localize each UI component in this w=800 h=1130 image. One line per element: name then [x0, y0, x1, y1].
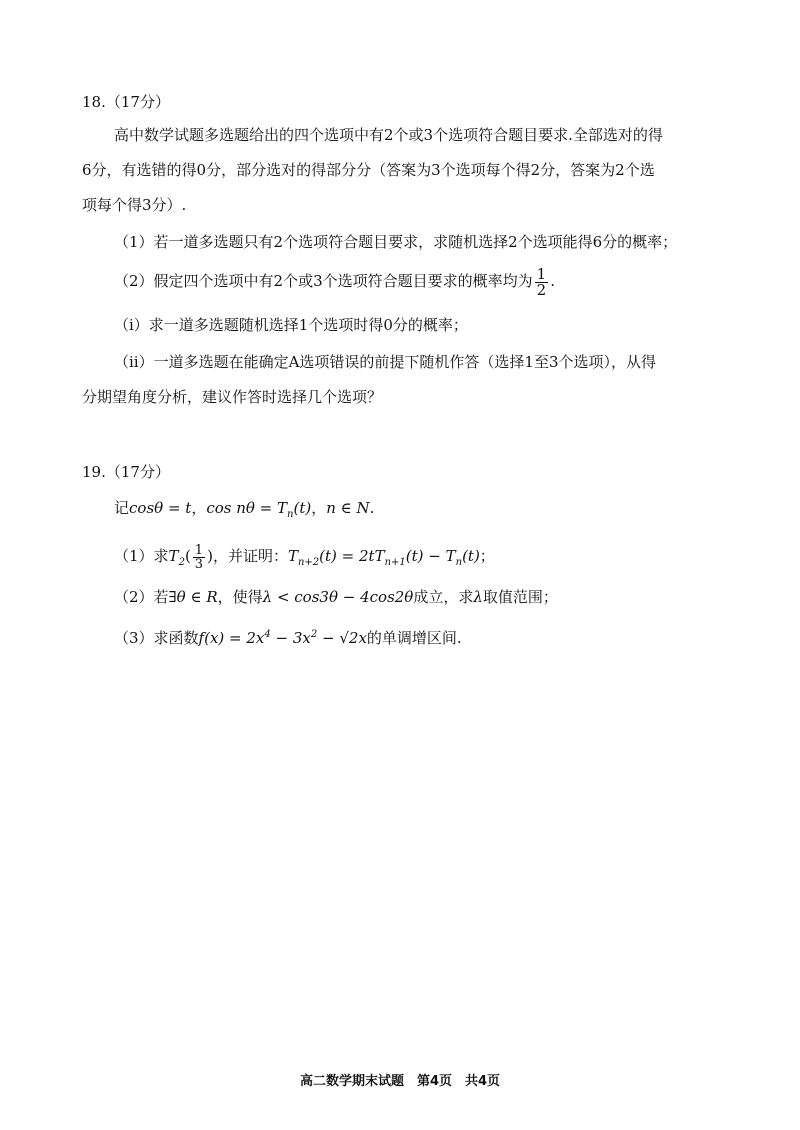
- q18-subquestion-ii-line-1: （ⅱ）一道多选题在能确定A选项错误的前提下随机作答（选择1至3个选项），从得: [114, 353, 657, 371]
- eq-text: (t) = 2tT: [319, 547, 385, 565]
- q19-s3-label: （3）求函数: [114, 629, 199, 647]
- q19-subquestion-1: （1）求$T_2$( $\frac{1}{3}$ )，并证明：$T_{n+2}(t) = 2tT_{n+1}(t) - T_n(t)$；: [114, 542, 495, 572]
- eq-text: T: [287, 547, 298, 565]
- q19-s1-fraction: [193, 544, 205, 571]
- q19-s1-T2: [168, 547, 185, 568]
- q18-paragraph-line-2: 6分，有选错的得0分，部分选对的得部分分（答案为3个选项每个得2分，答案为2个选: [82, 161, 655, 179]
- fraction-numerator: 1: [194, 542, 204, 558]
- q19-s1-label: （1）求: [114, 547, 169, 565]
- q19-s2-end: 取值范围；: [482, 588, 558, 606]
- q18-subquestion-ii-line-2: 分期望角度分析，建议作答时选择几个选项？: [82, 388, 383, 406]
- eq-subscript: n: [287, 509, 294, 520]
- q18-s2-text: （2）假定四个选项中有2个或3个选项符合题目要求的概率均为: [114, 272, 533, 290]
- q19-s1-text: ，并证明：: [212, 547, 288, 565]
- q18-s2-fraction: [535, 264, 549, 299]
- eq-subscript: 2: [178, 557, 185, 568]
- q18-subquestion-2: [114, 262, 555, 302]
- eq-text: f(x) = 2x: [198, 629, 265, 647]
- q19-s2-inequality: λ < cos3θ − 4cos2θ: [262, 588, 414, 606]
- eq-text: (t): [293, 499, 312, 517]
- eq-superscript: 4: [264, 629, 271, 640]
- q19-intro-eq-cos-ntheta: [206, 499, 312, 520]
- q19-intro: [114, 498, 374, 525]
- q19-intro-label: 记: [114, 499, 130, 517]
- eq-subscript: n: [455, 557, 463, 568]
- q19-intro-end: .: [369, 499, 375, 517]
- eq-text: (t) − T: [405, 547, 456, 565]
- q19-s1-end: ；: [479, 547, 495, 565]
- q19-intro-eq-cos-theta: cosθ = t: [129, 499, 192, 517]
- eq-superscript: 2: [310, 629, 318, 640]
- q19-subquestion-2: [114, 587, 558, 607]
- q19-header: 19.（17分）: [82, 463, 170, 481]
- q18-subquestion-1: （1）若一道多选题只有2个选项符合题目要求，求随机选择2个选项能得6分的概率；: [114, 233, 678, 251]
- q19-s1-recurrence: [287, 547, 480, 568]
- q19-subquestion-3: [114, 625, 462, 648]
- q19-s2-label: （2）若: [114, 588, 169, 606]
- eq-text: (t): [462, 547, 480, 565]
- q19-s3-function: [199, 629, 367, 647]
- q19-s2-exists-theta: ∃θ ∈ R: [168, 588, 218, 606]
- q19-s3-end: 的单调增区间.: [366, 629, 462, 647]
- q19-s2-lambda: λ: [473, 588, 483, 606]
- eq-subscript: n+1: [384, 557, 406, 568]
- fraction-numerator: 1: [536, 264, 547, 283]
- fraction-denominator: 2: [536, 280, 547, 299]
- eq-text: T: [168, 547, 179, 565]
- q19-intro-sep: ，: [191, 499, 207, 517]
- q19-s2-text: ，使得: [217, 588, 263, 606]
- q18-paragraph-line-1: 高中数学试题多选题给出的四个选项中有2个或3个选项符合题目要求.全部选对的得: [114, 126, 663, 144]
- fraction-denominator: 3: [194, 556, 204, 572]
- q19-s2-text: 成立，求: [413, 588, 474, 606]
- eq-text: − √2x: [317, 629, 367, 647]
- eq-text: cos nθ = T: [206, 499, 288, 517]
- q18-subquestion-i: （ⅰ）求一道多选题随机选择1个选项时得0分的概率；: [114, 316, 468, 334]
- q18-paragraph-line-3: 项每个得3分）.: [82, 196, 187, 214]
- q19-intro-eq-n-in-N: n ∈ N: [326, 499, 370, 517]
- page-footer: 高二数学期末试题 第4页 共4页: [299, 1074, 501, 1089]
- q18-header: 18.（17分）: [82, 93, 170, 111]
- q18-s2-period: .: [550, 272, 555, 290]
- q19-intro-sep: ，: [311, 499, 327, 517]
- eq-subscript: n+2: [297, 557, 320, 568]
- eq-text: − 3x: [270, 629, 311, 647]
